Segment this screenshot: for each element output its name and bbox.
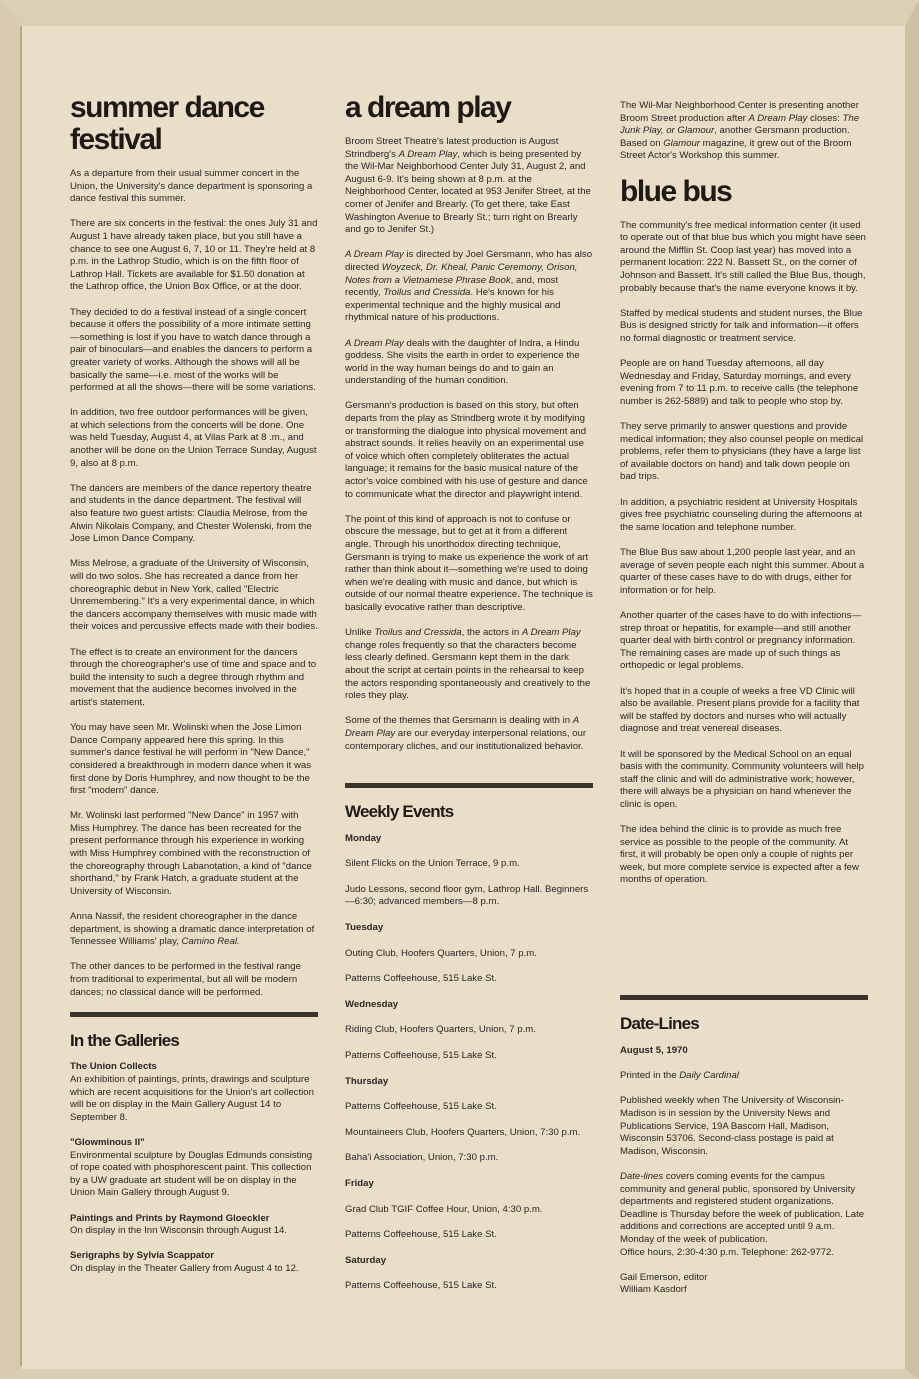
play-title: Camino Real. bbox=[181, 936, 240, 948]
bluebus-paragraph: It's hoped that in a couple of weeks a free VD Clinic will also be available. Present plans provide for a facility that will be staffed by doctors and nurses who will actually diagnose and treat venereal diseases. bbox=[620, 685, 860, 735]
event-item: Patterns Coffeehouse, 515 Lake St. bbox=[345, 1280, 497, 1292]
bluebus-paragraph: People are on hand Tuesday afternoons, all day Wednesday and Friday, Saturday mornings, and every evening from 7 to 11 p.m. to receive calls (the telephone number is 262-5889) and talk to people who stop by. bbox=[620, 358, 859, 407]
bluebus-paragraph: The community's free medical information center (it used to operate out of that blue bus which you might have seen around the Mifflin St. Coop last year) has moved into a permanent location: 222 N. Bassett St., on the corner of Johnson and Bassett. It's still called the Blue Bus, though, probably because that's the name everyone knows it by. bbox=[620, 219, 866, 294]
binding-fold bbox=[20, 26, 22, 1366]
gallery-item-title: "Glowminous II" bbox=[70, 1136, 145, 1148]
dance-paragraph: There are six concerts in the festival: the ones July 31 and August 1 have already taken place, but you still have a chance to see one August 6, 7, 10 or 11. They're held at 8 p.m. in the Lathrop Studio, which is on the fifth floor of Lathrop Hall. Tickets are available for $1.50 donation at the Lathrop office, the Union Box Office, or at the door. bbox=[70, 218, 318, 293]
event-item: Patterns Coffeehouse, 515 Lake St. bbox=[345, 1050, 497, 1062]
coverage-info: Date-lines covers coming events for the campus community and general public, sponsored by University departments and registered student organizations. Deadline is Thursday before the week of publication. Late additions and corrections are accepted until 9 a.m. Monday of the week of publication. bbox=[620, 1170, 865, 1245]
dream-paragraph: Some of the themes that Gersmann is dealing with in A Dream Play are our everyday interpersonal relations, our contemporary cliches, and our institutionalized behavior. bbox=[345, 715, 587, 752]
day-heading: Wednesday bbox=[345, 998, 399, 1010]
day-heading: Saturday bbox=[345, 1254, 387, 1266]
weekly-events-heading: Weekly Events bbox=[345, 802, 454, 822]
dream-paragraph: A Dream Play deals with the daughter of Indra, a Hindu goddess. She visits the earth in order to experience the world in the way human beings do and to gain an understanding of the human condition. bbox=[345, 337, 580, 387]
event-item: Outing Club, Hoofers Quarters, Union, 7 p.m. bbox=[345, 947, 537, 959]
headline-line-1: summer dance bbox=[70, 91, 264, 124]
event-item: Patterns Coffeehouse, 515 Lake St. bbox=[345, 973, 497, 985]
printed-in: Printed in the Daily Cardinal bbox=[620, 1070, 739, 1082]
bluebus-paragraph: In addition, a psychiatric resident at University Hospitals gives free psychiatric counseling during the afternoons at the same location and telephone number. bbox=[620, 496, 863, 533]
event-item: Judo Lessons, second floor gym, Lathrop Hall. Beginners—6:30; advanced members—8 p.m. bbox=[345, 883, 589, 908]
dream-paragraph: Unlike Troilus and Cressida, the actors in A Dream Play change roles frequently so that the characters become less clearly defined. Gersmann kept them in the dark about the script at certain points in the rehearsal to keep the actors responding spontaneously and creatively to the roles they play. bbox=[345, 627, 591, 702]
bluebus-paragraph: Staffed by medical students and student nurses, the Blue Bus is designed strictly for talk and information—it offers no formal diagnostic or treatment service. bbox=[620, 307, 863, 344]
gallery-item-text: Environmental sculpture by Douglas Edmunds consisting of rope coated with phosphorescent paint. This collection by a UW graduate art student will be on display in the Union Main Gallery through August 9. bbox=[70, 1149, 313, 1199]
event-item: Grad Club TGIF Coffee Hour, Union, 4:30 p.m. bbox=[345, 1203, 543, 1215]
day-heading: Tuesday bbox=[345, 922, 384, 934]
dance-paragraph: The other dances to be performed in the festival range from traditional to experimental, but all will be modern dances; no classical dance will be performed. bbox=[70, 961, 301, 998]
dance-paragraph: The dancers are members of the dance repertory theatre and students in the dance department. The festival will also feature two guest artists: Claudia Melrose, from the Alwin Nikolais Company, and Chester Wolenski, from the Jose Limon Dance Company. bbox=[70, 482, 312, 545]
event-item: Silent Flicks on the Union Terrace, 9 p.m. bbox=[345, 858, 520, 870]
publication-info: Published weekly when The University of Wisconsin-Madison is in session by the University News and Publications Service, 19A Bascom Hall, Madison, Wisconsin 53706. Second-class postage is paid at Madison, Wisconsin. bbox=[620, 1095, 844, 1157]
day-heading: Thursday bbox=[345, 1075, 389, 1087]
dream-paragraph: A Dream Play is directed by Joel Gersmann, who has also directed Woyzeck, Dr. Kheal, Panic Ceremony, Orison, Notes from a Vietnamese Phrase Book, and, most recently, Troilus and Cressida. He's known for his experimental technique and the highly musical and rhythmical nature of his productions. bbox=[345, 249, 593, 324]
staff-credit: William Kasdorf bbox=[620, 1284, 687, 1296]
dance-festival-headline bbox=[70, 92, 318, 156]
day-heading: Friday bbox=[345, 1178, 374, 1189]
office-hours: Office hours, 2:30-4:30 p.m. Telephone: 262-9772. bbox=[620, 1246, 835, 1258]
wilmar-paragraph: The Wil-Mar Neighborhood Center is presenting another Broom Street production after A Dream Play closes: The Junk Play, or Glamour, another Gersmann production. Based on Glamour magazine, it grew out of the Broom Street Actor's Workshop this summer. bbox=[620, 100, 860, 162]
dance-paragraph: Mr. Wolinski last performed "New Dance" in 1957 with Miss Humphrey. The dance has been recreated for the present performance through his experience in working with Miss Humphrey combined with the reconstruction of the choreography through Labanotation, a kind of "dance shorthand," by Frank Hatch, a graduate student at the University of Wisconsin. bbox=[70, 810, 312, 897]
headline-line-2: festival bbox=[70, 123, 162, 156]
bluebus-paragraph: The Blue Bus saw about 1,200 people last year, and an average of seven people each night this summer. About a quarter of these cases have to do with drugs, either for information or for help. bbox=[620, 547, 865, 596]
bluebus-paragraph: It will be sponsored by the Medical School on an equal basis with the community. Community volunteers will help staff the clinic and will do administrative work; however, there will always be a physician on hand whenever the clinic is open. bbox=[620, 748, 865, 810]
dance-paragraph: Miss Melrose, a graduate of the University of Wisconsin, will do two solos. She has recreated a dance from her choreographic debut in New York, called "Electric Unremembering." It's a very experimental dance, in which the dancers accompany themselves with music made with their voices and percussive effects made with their bodies. bbox=[70, 558, 318, 633]
event-item: Patterns Coffeehouse, 515 Lake St. bbox=[345, 1229, 497, 1241]
bluebus-paragraph: They serve primarily to answer questions and provide medical information; they also counsel people on medical problems, refer them to physicians (they have a large list of available doctors on hand) and talk down people on bad trips. bbox=[620, 421, 864, 483]
dateline-date: August 5, 1970 bbox=[620, 1044, 688, 1056]
gallery-item-text: On display in the Inn Wisconsin through August 14. bbox=[70, 1225, 288, 1237]
bluebus-paragraph: The idea behind the clinic is to provide as much free service as possible to the people of the community. At first, it will probably be open only a couple of nights per week, but more complete service is expected after a few months of operation. bbox=[620, 824, 859, 886]
section-rule bbox=[620, 995, 868, 1000]
dance-paragraph: In addition, two free outdoor performances will be given, at which selections from the concerts will be done. One was held Tuesday, August 4, at Vilas Park at 8 .m., and another will be done on the Union Terrace Sunday, August 9, also at 8 p.m. bbox=[70, 407, 317, 469]
column-middle bbox=[345, 92, 593, 1306]
event-item: Patterns Coffeehouse, 515 Lake St. bbox=[345, 1101, 497, 1113]
gallery-item-title: Serigraphs by Sylvia Scappator bbox=[70, 1250, 214, 1262]
event-item: Riding Club, Hoofers Quarters, Union, 7 p.m. bbox=[345, 1024, 536, 1036]
dance-paragraph: As a departure from their usual summer concert in the Union, the University's dance department is sponsoring a dance festival this summer. bbox=[70, 168, 313, 205]
column-left bbox=[70, 92, 318, 1288]
dream-paragraph: Broom Street Theatre's latest production is August Strindberg's A Dream Play, which is being presented by the Wil-Mar Neighborhood Center July 31, August 2, and August 6-9. It's being shown at 8 p.m. at the Neighborhood Center, located at 953 Jenifer Street, at the corner of Jenifer and Brearly. (To get there, take East Washington Avenue to Brearly St.; turn right on Brearly and go to Jenifer St.) bbox=[345, 136, 591, 236]
gallery-item-title: The Union Collects bbox=[70, 1061, 157, 1073]
blue-bus-headline: blue bus bbox=[620, 174, 732, 208]
dance-paragraph-nassif: Anna Nassif, the resident choreographer in the dance department, is showing a dramatic dance interpretation of Tennessee Williams' play, Camino Real. bbox=[70, 911, 315, 948]
dream-paragraph: The point of this kind of approach is not to confuse or obscure the message, but to get at it from a different angle. Through his unorthodox directing technique, Gersmann is trying to make us experience the work of art rather than think about it—something we're used to doing when we're dealing with music and dance, but which is outside of our normal theatre experience. The technique is basically evocative rather than descriptive. bbox=[345, 513, 593, 613]
galleries-heading: In the Galleries bbox=[70, 1030, 180, 1050]
gallery-item-title: Paintings and Prints by Raymond Gloeckler bbox=[70, 1212, 270, 1224]
section-rule bbox=[345, 783, 593, 788]
editor-credit: Gail Emerson, editor bbox=[620, 1271, 708, 1283]
dance-paragraph: You may have seen Mr. Wolinski when the Jose Limon Dance Company appeared here this spring. In this summer's dance festival he will perform in "New Dance," considered a breakthrough in modern dance when it was first done by Doris Humphrey, and now thought to be the first "modern" dance. bbox=[70, 722, 312, 797]
datelines-heading: Date-Lines bbox=[620, 1014, 699, 1034]
dance-paragraph: The effect is to create an environment for the dancers through the choreographer's use of time and space and to build the intensity to such a degree through rhythm and movement that the audience becomes involved in the artist's statement. bbox=[70, 646, 317, 708]
event-item: Mountaineers Club, Hoofers Quarters, Union, 7:30 p.m. bbox=[345, 1126, 581, 1138]
bluebus-paragraph: Another quarter of the cases have to do with infections—strep throat or hepatitis, for example—and still another quarter deal with birth control or pregnancy information. The remaining cases are made up of such things as orthopedic or legal problems. bbox=[620, 609, 862, 672]
day-heading: Monday bbox=[345, 832, 382, 844]
gallery-item-text: On display in the Theater Gallery from August 4 to 12. bbox=[70, 1262, 299, 1274]
dance-paragraph: They decided to do a festival instead of a single concert because it offers the possibility of a more intimate setting—something is lost if you have to watch dance through a pair of binoculars—and enables the dancers to perform a greater variety of works. Although the shows will all be basically the same—i.e. most of the works will be performed at all the shows—there will be some variations. bbox=[70, 306, 316, 394]
event-item: Baha'i Association, Union, 7:30 p.m. bbox=[345, 1152, 499, 1164]
section-rule bbox=[70, 1012, 318, 1017]
column-right bbox=[620, 100, 868, 1297]
dream-play-headline: a dream play bbox=[345, 91, 511, 124]
dream-paragraph: Gersmann's production is based on this story, but often departs from the play as Strindberg wrote it by modifying or transforming the dialogue into physical movement and abstract sounds. It relies heavily on an experimental use of voice which often completely obliterates the actual language; it remains for the basic musical nature of the actor's voice combined with his use of gesture and dance to communicate what the director and playwright intend. bbox=[345, 400, 588, 500]
gallery-item-text: An exhibition of paintings, prints, drawings and sculpture which are recent acquisitions for the Union's art collection will be on display in the Main Gallery August 14 to September 8. bbox=[70, 1073, 314, 1123]
